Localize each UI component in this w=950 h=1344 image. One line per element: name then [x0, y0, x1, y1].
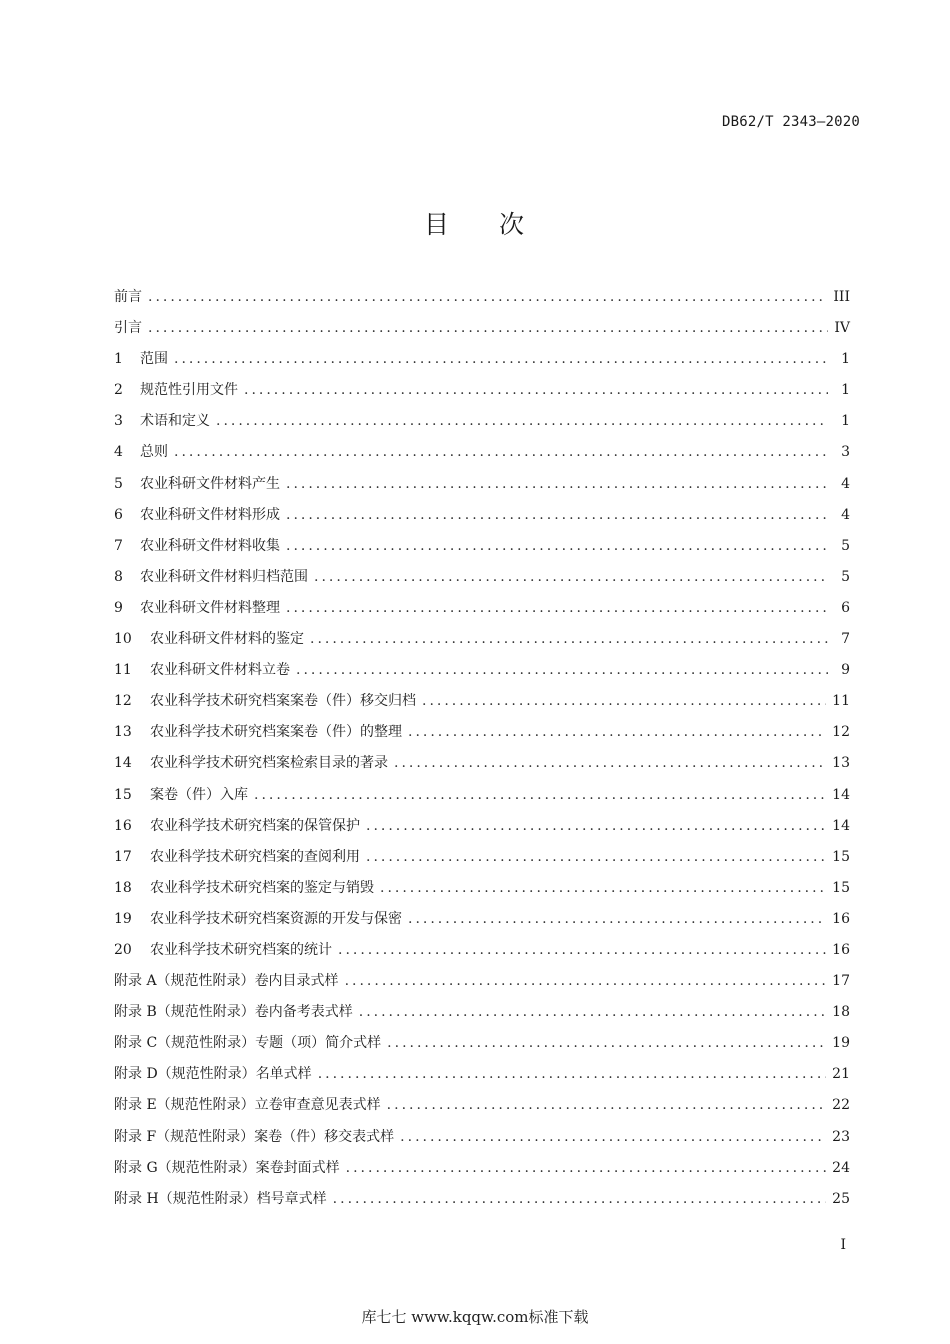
- toc-dot-leader: [387, 1035, 826, 1051]
- appendix-label: 附录 H（规范性附录）: [114, 1190, 257, 1207]
- toc-entry[interactable]: [114, 690, 850, 721]
- toc-dot-leader: [380, 880, 826, 896]
- toc-entry[interactable]: [114, 659, 850, 690]
- toc-entry-page: 1: [841, 382, 850, 399]
- toc-entry-title: 农业科学技术研究档案的保管保护: [150, 817, 360, 834]
- appendix-title: 卷内目录式样: [254, 973, 339, 990]
- toc-entry[interactable]: [114, 566, 850, 597]
- appendix-title: 名单式样: [255, 1066, 312, 1083]
- appendix-label: 附录 A（规范性附录）: [114, 973, 255, 990]
- toc-entry-page: 14: [832, 786, 850, 803]
- toc-entry-page: 5: [841, 537, 850, 554]
- toc-entry-page: 6: [841, 599, 850, 616]
- toc-entry-number: 12: [114, 693, 132, 710]
- toc-entry-page: 14: [832, 817, 850, 834]
- toc-entry[interactable]: [114, 379, 850, 410]
- toc-entry-title: 案卷（件）入库: [150, 786, 248, 803]
- toc-entry-number: 14: [114, 755, 132, 772]
- toc-dot-leader: [318, 1066, 826, 1082]
- toc-dot-leader: [387, 1097, 827, 1113]
- toc-entry-title: 农业科研文件材料归档范围: [140, 568, 308, 585]
- toc-entry[interactable]: [114, 846, 850, 877]
- toc-entry[interactable]: [114, 721, 850, 752]
- appendix-page: 19: [832, 1035, 850, 1052]
- appendix-title: 案卷（件）移交表式样: [254, 1128, 395, 1145]
- toc-entry-number: 8: [114, 568, 123, 585]
- toc-entry[interactable]: [114, 410, 850, 441]
- toc-entry-page: 4: [841, 506, 850, 523]
- toc-dot-leader: [174, 444, 828, 460]
- toc-appendix-entry[interactable]: [114, 1094, 850, 1125]
- toc-entry[interactable]: [114, 784, 850, 815]
- appendix-page: 21: [832, 1066, 850, 1083]
- toc-dot-leader: [345, 973, 827, 989]
- toc-entry-number: 20: [114, 941, 132, 958]
- appendix-page: 23: [832, 1128, 850, 1145]
- toc-entry-title: 农业科学技术研究档案案卷（件）移交归档: [150, 693, 416, 710]
- toc-entry-page: 16: [832, 941, 850, 958]
- toc-dot-leader: [359, 1004, 826, 1020]
- toc-appendix-entry[interactable]: [114, 1063, 850, 1094]
- toc-dot-leader: [148, 320, 828, 336]
- toc-entry-title: 规范性引用文件: [140, 382, 238, 399]
- watermark-text: 库七七 www.kqqw.com标准下载: [361, 1308, 589, 1326]
- toc-entry-page: 7: [841, 631, 850, 648]
- toc-entry[interactable]: [114, 752, 850, 783]
- toc-entry[interactable]: [114, 317, 850, 348]
- toc-dot-leader: [338, 942, 826, 958]
- toc-entry-page: IV: [834, 320, 850, 337]
- toc-entry-page: 15: [832, 879, 850, 896]
- toc-entry-number: 6: [114, 506, 123, 523]
- toc-entry[interactable]: [114, 597, 850, 628]
- table-of-contents: [114, 286, 850, 1219]
- appendix-label: 附录 D（规范性附录）: [114, 1066, 256, 1083]
- appendix-label: 附录 G（规范性附录）: [114, 1159, 256, 1176]
- toc-dot-leader: [314, 569, 828, 585]
- toc-dot-leader: [286, 538, 828, 554]
- page-number: I: [840, 1237, 846, 1253]
- toc-entry-title: 农业科学技术研究档案的鉴定与销毁: [150, 879, 374, 896]
- toc-entry-page: 9: [841, 662, 850, 679]
- toc-entry-title: 引言: [114, 320, 142, 337]
- toc-dot-leader: [394, 755, 826, 771]
- toc-entry[interactable]: [114, 504, 850, 535]
- toc-dot-leader: [333, 1191, 827, 1207]
- toc-entry[interactable]: [114, 473, 850, 504]
- toc-dot-leader: [422, 693, 826, 709]
- toc-appendix-entry[interactable]: [114, 1126, 850, 1157]
- toc-entry-page: 12: [832, 724, 850, 741]
- appendix-label: 附录 C（规范性附录）: [114, 1035, 256, 1052]
- appendix-title: 立卷审查意见表式样: [254, 1097, 381, 1114]
- toc-dot-leader: [296, 662, 828, 678]
- toc-dot-leader: [366, 818, 826, 834]
- toc-dot-leader: [286, 507, 828, 523]
- appendix-label: 附录 F（规范性附录）: [114, 1128, 255, 1145]
- toc-title-part2: 次: [499, 210, 527, 239]
- toc-entry-number: 1: [114, 351, 123, 368]
- toc-entry-number: 16: [114, 817, 132, 834]
- appendix-page: 22: [832, 1097, 850, 1114]
- toc-entry-title: 农业科学技术研究档案案卷（件）的整理: [150, 724, 402, 741]
- toc-entry[interactable]: [114, 815, 850, 846]
- toc-title-part1: 目: [423, 210, 451, 239]
- toc-entry-number: 11: [114, 662, 132, 679]
- appendix-page: 18: [832, 1004, 850, 1021]
- toc-entry-title: 农业科学技术研究档案资源的开发与保密: [150, 910, 402, 927]
- appendix-title: 档号章式样: [256, 1190, 327, 1207]
- appendix-page: 17: [832, 973, 850, 990]
- toc-dot-leader: [310, 631, 828, 647]
- toc-entry-title: 农业科研文件材料的鉴定: [150, 631, 304, 648]
- toc-entry-page: 11: [832, 693, 850, 710]
- toc-entry-title: 农业科学技术研究档案检索目录的著录: [150, 755, 388, 772]
- toc-entry-title: 农业科学技术研究档案的统计: [150, 941, 332, 958]
- appendix-title: 专题（项）简介式样: [255, 1035, 382, 1052]
- appendix-label: 附录 B（规范性附录）: [114, 1004, 255, 1021]
- toc-entry[interactable]: [114, 348, 850, 379]
- toc-dot-leader: [244, 382, 828, 398]
- toc-entry-number: 2: [114, 382, 123, 399]
- toc-entry[interactable]: [114, 908, 850, 939]
- toc-entry-number: 5: [114, 475, 123, 492]
- toc-entry-number: 13: [114, 724, 132, 741]
- toc-entry-title: 农业科研文件材料产生: [140, 475, 280, 492]
- toc-entry[interactable]: [114, 286, 850, 317]
- appendix-label: 附录 E（规范性附录）: [114, 1097, 255, 1114]
- toc-entry-page: 16: [832, 910, 850, 927]
- appendix-title: 案卷封面式样: [255, 1159, 340, 1176]
- toc-entry-number: 15: [114, 786, 132, 803]
- toc-entry[interactable]: [114, 441, 850, 472]
- toc-entry-page: 13: [832, 755, 850, 772]
- toc-dot-leader: [366, 849, 826, 865]
- toc-dot-leader: [148, 289, 827, 305]
- toc-title: [0, 205, 950, 241]
- toc-dot-leader: [286, 476, 828, 492]
- toc-dot-leader: [254, 787, 826, 803]
- toc-entry-number: 7: [114, 537, 123, 554]
- toc-entry-number: 4: [114, 444, 123, 461]
- toc-entry-title: 前言: [114, 289, 142, 305]
- toc-entry-title: 术语和定义: [140, 413, 210, 430]
- toc-entry[interactable]: [114, 535, 850, 566]
- toc-entry-page: 1: [841, 413, 850, 430]
- appendix-page: 24: [832, 1159, 850, 1176]
- toc-entry-number: 10: [114, 631, 132, 648]
- toc-dot-leader: [286, 600, 828, 616]
- toc-dot-leader: [408, 724, 826, 740]
- toc-entry[interactable]: [114, 939, 850, 970]
- toc-entry-title: 农业科研文件材料整理: [140, 599, 280, 616]
- toc-entry-page: III: [833, 289, 850, 305]
- toc-entry-number: 18: [114, 879, 132, 896]
- toc-entry-number: 17: [114, 848, 132, 865]
- toc-entry-title: 总则: [140, 444, 168, 461]
- toc-dot-leader: [216, 413, 828, 429]
- toc-entry-number: 9: [114, 599, 123, 616]
- toc-entry-page: 5: [841, 568, 850, 585]
- toc-entry-number: 3: [114, 413, 123, 430]
- toc-appendix-entry[interactable]: [114, 1157, 850, 1188]
- document-code: DB62/T 2343—2020: [721, 114, 860, 130]
- toc-entry[interactable]: [114, 628, 850, 659]
- toc-entry[interactable]: [114, 877, 850, 908]
- toc-appendix-entry[interactable]: [114, 1032, 850, 1063]
- appendix-title: 卷内备考表式样: [254, 1004, 353, 1021]
- toc-appendix-entry[interactable]: [114, 1188, 850, 1219]
- toc-dot-leader: [346, 1160, 827, 1176]
- toc-entry-title: 农业科学技术研究档案的查阅利用: [150, 848, 360, 865]
- toc-entry-title: 范围: [140, 351, 168, 368]
- toc-appendix-entry[interactable]: [114, 1001, 850, 1032]
- toc-entry-title: 农业科研文件材料收集: [140, 537, 280, 554]
- toc-dot-leader: [400, 1129, 826, 1145]
- toc-appendix-entry[interactable]: [114, 970, 850, 1001]
- toc-dot-leader: [174, 351, 828, 367]
- toc-entry-page: 15: [832, 848, 850, 865]
- toc-entry-number: 19: [114, 910, 132, 927]
- toc-entry-page: 3: [841, 444, 850, 461]
- appendix-page: 25: [832, 1190, 850, 1207]
- toc-entry-title: 农业科研文件材料立卷: [150, 662, 290, 679]
- toc-entry-page: 4: [841, 475, 850, 492]
- toc-dot-leader: [408, 911, 826, 927]
- toc-entry-title: 农业科研文件材料形成: [140, 506, 280, 523]
- toc-entry-page: 1: [841, 351, 850, 368]
